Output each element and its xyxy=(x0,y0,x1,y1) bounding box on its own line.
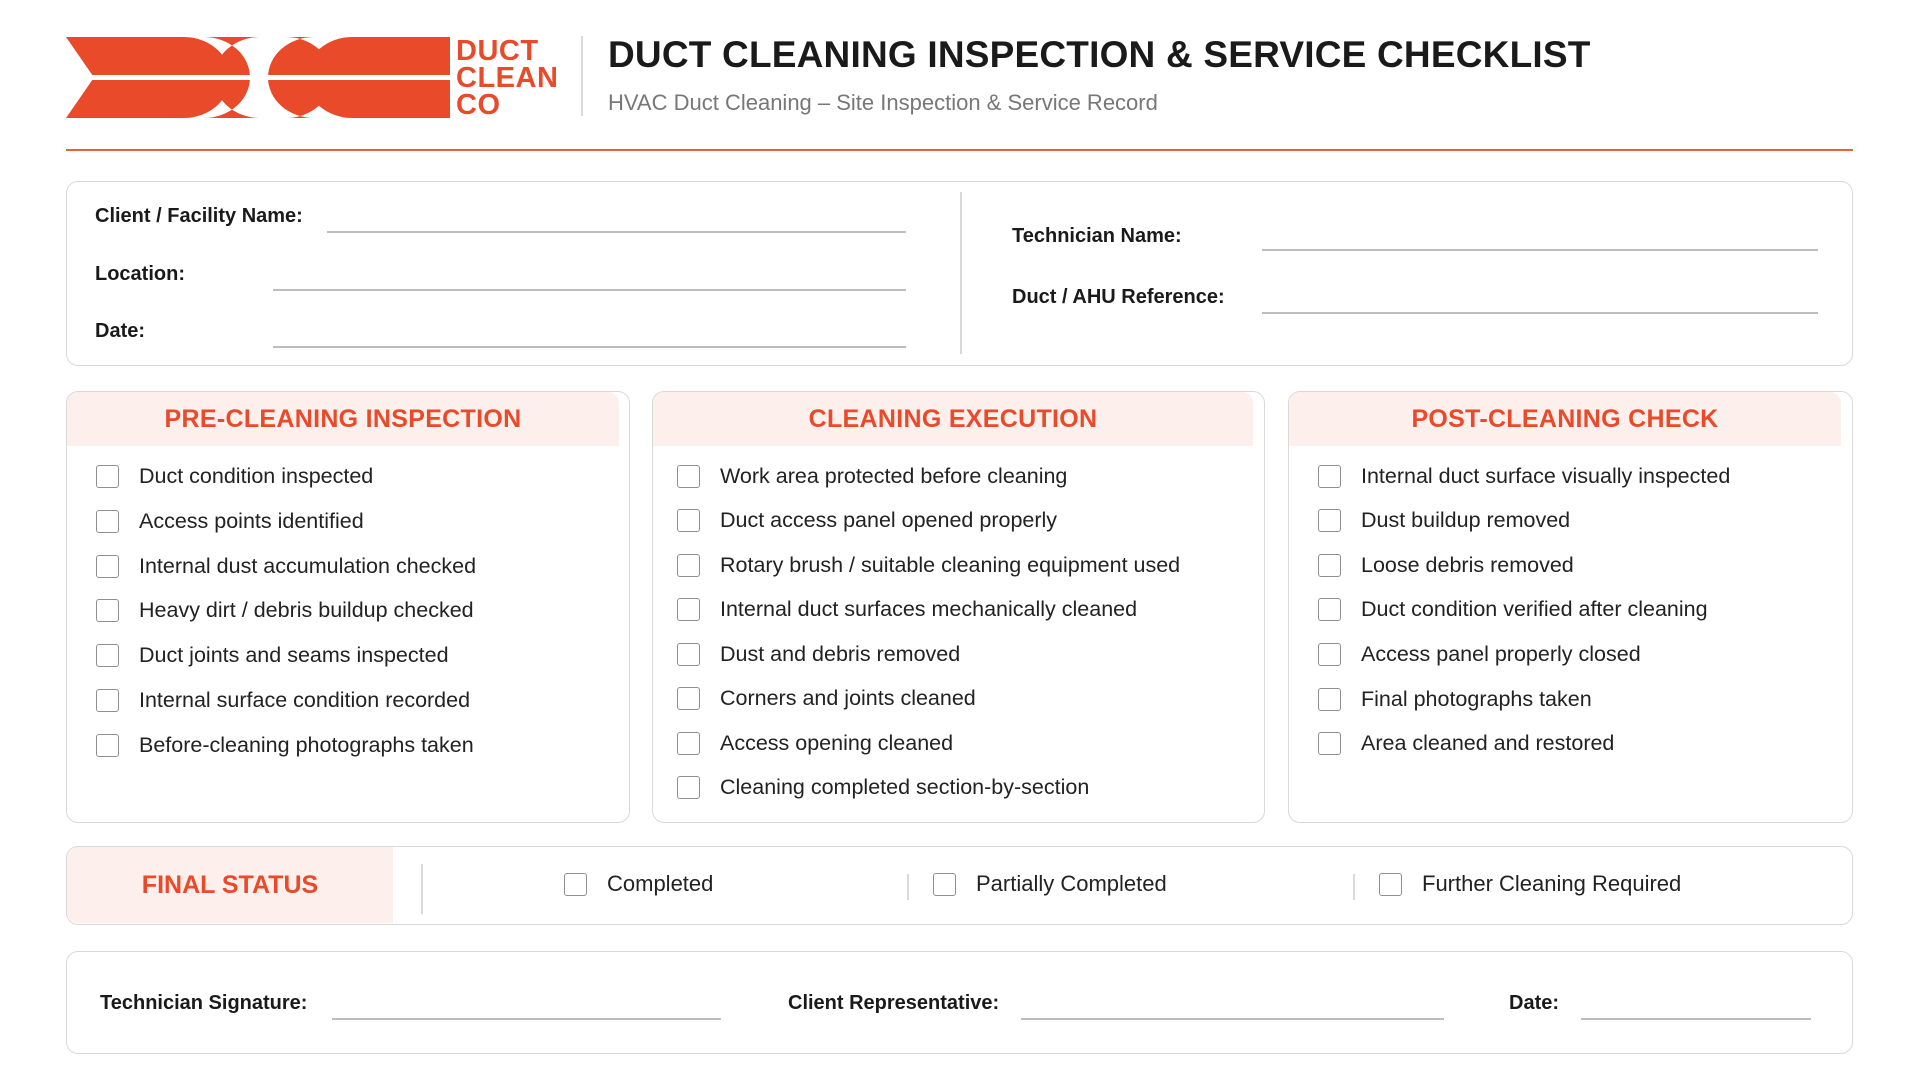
logo-wordmark xyxy=(456,35,559,121)
checkbox[interactable] xyxy=(1318,688,1341,711)
checklist-item[interactable] xyxy=(677,772,1089,802)
checkbox[interactable] xyxy=(96,510,119,533)
client-facility-label: Client / Facility Name: xyxy=(95,205,303,227)
checklist-item-label: Internal duct surface visually inspected xyxy=(1361,463,1731,488)
checklist-item-label: Internal dust accumulation checked xyxy=(139,553,477,578)
page-title: DUCT CLEANING INSPECTION & SERVICE CHECKLIST xyxy=(608,34,1591,75)
checklist-item[interactable] xyxy=(96,595,474,625)
checklist-item-label: Before-cleaning photographs taken xyxy=(139,732,474,757)
checkbox[interactable] xyxy=(677,776,700,799)
checklist-item-label: Access panel properly closed xyxy=(1361,641,1641,666)
duct-ahu-reference-field[interactable] xyxy=(1262,312,1818,314)
checklist-item[interactable] xyxy=(1318,684,1592,714)
checklist-item-label: Rotary brush / suitable cleaning equipment used xyxy=(720,552,1181,577)
technician-signature-field[interactable] xyxy=(332,1018,721,1020)
checklist-item-label: Access opening cleaned xyxy=(720,730,954,755)
checkbox[interactable] xyxy=(1318,465,1341,488)
checklist-item[interactable] xyxy=(1318,728,1614,758)
checklist-item[interactable] xyxy=(96,640,449,670)
checklist-item-label: Internal duct surfaces mechanically cleaned xyxy=(720,596,1138,621)
checkbox[interactable] xyxy=(96,644,119,667)
pre-cleaning-header xyxy=(67,392,619,446)
checklist-item-label: Duct condition verified after cleaning xyxy=(1361,596,1708,621)
logo-word-clean: CLEAN xyxy=(456,62,559,94)
checkbox[interactable] xyxy=(96,734,119,757)
status-option-completed[interactable] xyxy=(564,871,713,897)
checkbox[interactable] xyxy=(1318,509,1341,532)
checkbox[interactable] xyxy=(677,465,700,488)
location-field[interactable] xyxy=(273,289,906,291)
checklist-item[interactable] xyxy=(677,683,976,713)
checklist-item-label: Corners and joints cleaned xyxy=(720,685,976,710)
checkbox[interactable] xyxy=(96,599,119,622)
checkbox[interactable] xyxy=(96,689,119,712)
checklist-item-label: Duct joints and seams inspected xyxy=(139,642,449,667)
logo-word-co: CO xyxy=(456,89,501,121)
pre-cleaning-section xyxy=(66,391,630,823)
header-divider xyxy=(581,36,583,116)
status-option-label: Further Cleaning Required xyxy=(1422,871,1682,896)
signature-date-label: Date: xyxy=(1509,992,1560,1014)
technician-signature-label: Technician Signature: xyxy=(100,992,308,1014)
checklist-item-label: Internal surface condition recorded xyxy=(139,687,471,712)
status-option-label: Completed xyxy=(607,871,714,896)
checklist-item-label: Cleaning completed section-by-section xyxy=(720,774,1090,799)
post-cleaning-header xyxy=(1289,392,1841,446)
checkbox[interactable] xyxy=(96,555,119,578)
logo-word-duct: DUCT xyxy=(456,35,539,67)
checkbox[interactable] xyxy=(96,465,119,488)
checkbox[interactable] xyxy=(677,598,700,621)
checklist-item[interactable] xyxy=(96,551,476,581)
checklist-item[interactable] xyxy=(1318,505,1570,535)
cleaning-execution-header xyxy=(653,392,1253,446)
checklist-item-label: Loose debris removed xyxy=(1361,552,1574,577)
checklist-item[interactable] xyxy=(1318,461,1730,491)
checklist-item[interactable] xyxy=(96,506,364,536)
date-field[interactable] xyxy=(273,346,906,348)
checklist-item[interactable] xyxy=(677,550,1180,580)
client-representative-label: Client Representative: xyxy=(788,992,1000,1014)
status-option-label: Partially Completed xyxy=(976,871,1167,896)
checkbox[interactable] xyxy=(677,509,700,532)
final-status-title: FINAL STATUS xyxy=(141,870,319,899)
header-rule xyxy=(66,149,1853,151)
checklist-item-label: Area cleaned and restored xyxy=(1361,730,1615,755)
status-divider xyxy=(1353,874,1355,900)
checklist-item[interactable] xyxy=(1318,639,1641,669)
checklist-item-label: Work area protected before cleaning xyxy=(720,463,1068,488)
checklist-item-label: Final photographs taken xyxy=(1361,686,1592,711)
checkbox[interactable] xyxy=(1318,732,1341,755)
section-title: POST-CLEANING CHECK xyxy=(1411,404,1719,433)
status-divider xyxy=(421,864,423,914)
checklist-item[interactable] xyxy=(677,505,1057,535)
checklist-item-label: Heavy dirt / debris buildup checked xyxy=(139,597,474,622)
location-label: Location: xyxy=(95,263,185,285)
checklist-item[interactable] xyxy=(677,594,1137,624)
checklist-item-label: Duct access panel opened properly xyxy=(720,507,1058,532)
checkbox[interactable] xyxy=(933,873,956,896)
section-title: CLEANING EXECUTION xyxy=(808,404,1098,433)
client-facility-field[interactable] xyxy=(327,231,906,233)
status-divider xyxy=(907,874,909,900)
checklist-item[interactable] xyxy=(1318,550,1574,580)
checkbox[interactable] xyxy=(677,732,700,755)
checklist-item-label: Dust and debris removed xyxy=(720,641,961,666)
checkbox[interactable] xyxy=(1379,873,1402,896)
checklist-item-label: Access points identified xyxy=(139,508,364,533)
checkbox[interactable] xyxy=(677,643,700,666)
checklist-item[interactable] xyxy=(96,461,373,491)
checklist-item[interactable] xyxy=(677,728,953,758)
checklist-item-label: Dust buildup removed xyxy=(1361,507,1571,532)
checkbox[interactable] xyxy=(1318,554,1341,577)
duct-ahu-reference-label: Duct / AHU Reference: xyxy=(1012,286,1225,308)
checklist-item[interactable] xyxy=(1318,594,1708,624)
status-option-partially-completed[interactable] xyxy=(933,871,1167,897)
checkbox[interactable] xyxy=(677,554,700,577)
status-option-further-cleaning[interactable] xyxy=(1379,871,1681,897)
checkbox[interactable] xyxy=(1318,598,1341,621)
technician-name-field[interactable] xyxy=(1262,249,1818,251)
info-divider xyxy=(960,192,962,354)
checkbox[interactable] xyxy=(564,873,587,896)
technician-name-label: Technician Name: xyxy=(1012,225,1182,247)
checkbox[interactable] xyxy=(1318,643,1341,666)
checklist-item[interactable] xyxy=(677,639,960,669)
final-status-header xyxy=(67,847,393,923)
signature-date-field[interactable] xyxy=(1581,1018,1811,1020)
checkbox[interactable] xyxy=(677,687,700,710)
post-cleaning-section xyxy=(1288,391,1853,823)
checklist-item[interactable] xyxy=(96,685,470,715)
client-representative-field[interactable] xyxy=(1021,1018,1444,1020)
section-title: PRE-CLEANING INSPECTION xyxy=(164,404,522,433)
checklist-item-label: Duct condition inspected xyxy=(139,463,374,488)
checklist-item[interactable] xyxy=(677,461,1067,491)
checklist-item[interactable] xyxy=(96,730,474,760)
date-label: Date: xyxy=(95,320,146,342)
page-subtitle: HVAC Duct Cleaning – Site Inspection & Service Record xyxy=(608,90,1158,115)
cleaning-execution-section xyxy=(652,391,1265,823)
